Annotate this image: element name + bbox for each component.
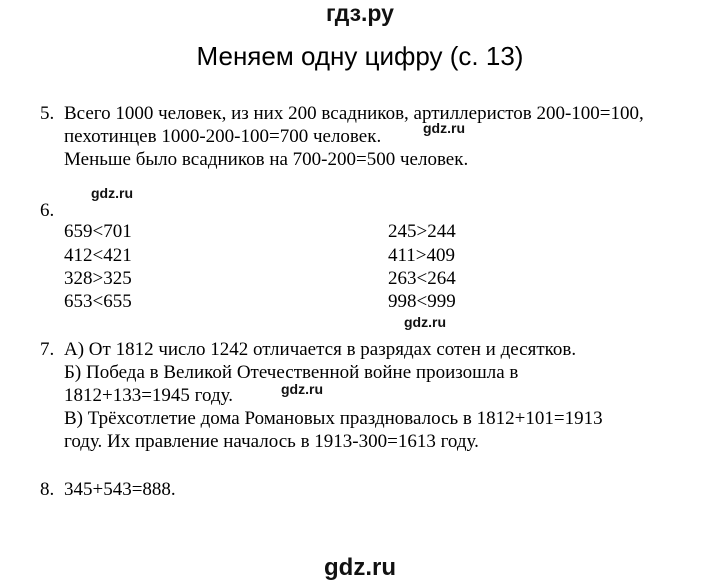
task-6-right-item: 263<264 [388,268,456,289]
watermark-small: gdz.ru [91,185,133,201]
task-5-line: пехотинцев 1000-200-100=700 человек. [64,126,382,147]
task-6-right-item: 411>409 [388,245,456,266]
watermark-small: gdz.ru [281,381,323,397]
task-7-number: 7. [40,339,55,360]
task-5-line: Всего 1000 человек, из них 200 всадников, артиллеристов 200-100=100, [64,103,644,124]
watermark-small: gdz.ru [423,120,465,136]
watermark-small: gdz.ru [404,314,446,330]
task-7-line: 1812+133=1945 году. [64,385,233,406]
task-7-line: В) Трёхсотлетие дома Романовых праздновалось в 1812+101=1913 [64,408,603,429]
task-7-line: А) От 1812 число 1242 отличается в разрядах сотен и десятков. [64,339,577,360]
task-6-number: 6. [40,200,55,221]
task-6-left-item: 412<421 [64,245,132,266]
task-5-line: Меньше было всадников на 700-200=500 человек. [64,149,469,170]
watermark-bottom: gdz.ru [324,554,396,581]
task-8-number: 8. [40,479,55,500]
watermark-top: гдз.ру [326,0,394,26]
task-6-left-item: 653<655 [64,291,132,312]
page-title: Меняем одну цифру (с. 13) [196,41,524,71]
task-5-number: 5. [40,103,55,124]
task-7-line: Б) Победа в Великой Отечественной войне произошла в [64,362,519,383]
task-6-left-item: 659<701 [64,221,132,242]
task-7-line: году. Их правление началось в 1913-300=1613 году. [64,431,479,452]
task-8-text: 345+543=888. [64,479,176,500]
task-6-left-item: 328>325 [64,268,132,289]
task-6-right-item: 245>244 [388,221,456,242]
task-6-right-item: 998<999 [388,291,456,312]
